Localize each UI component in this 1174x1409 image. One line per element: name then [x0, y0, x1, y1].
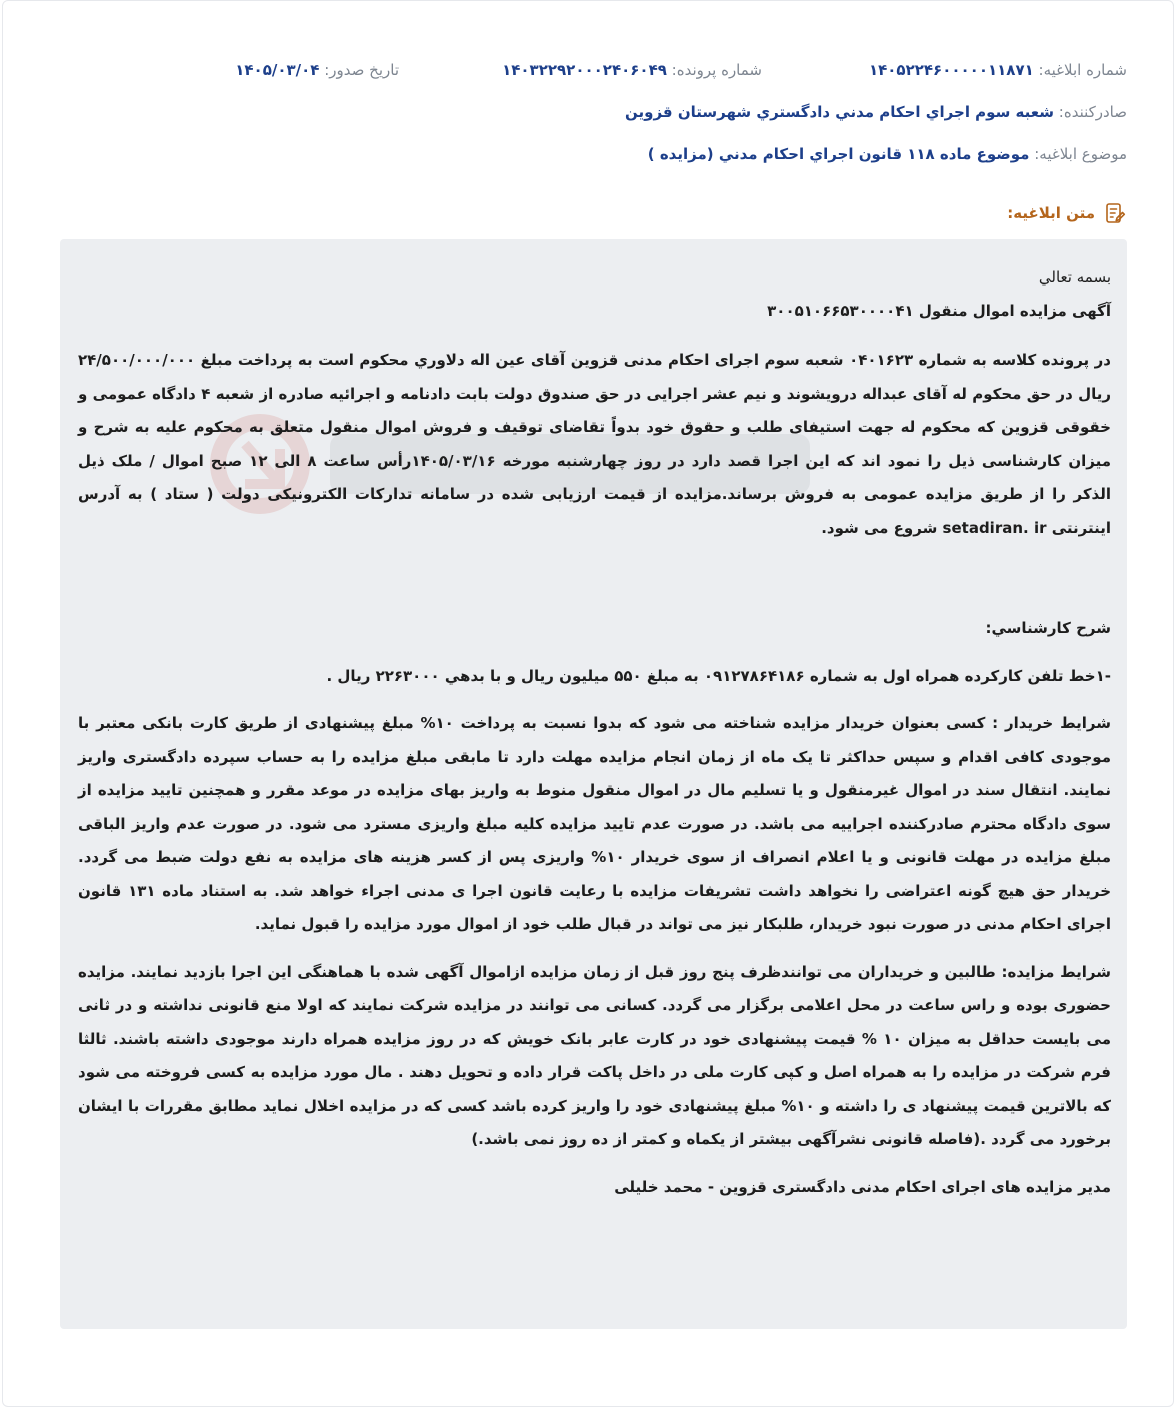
- document-edit-icon: [1103, 201, 1127, 225]
- issuer-row: [49, 101, 1127, 123]
- notice-text-heading: [1007, 201, 1127, 225]
- expert-item: -۱خط تلفن کارکرده همراه اول به شماره ۰۹۱۲۷۸۶۴۱۸۶ به مبلغ ۵۵۰ میلیون ریال و با بدهي ۲۲۶۳۰۰۰ ریال .: [326, 666, 1111, 685]
- issuer-value: شعبه سوم اجراي احكام مدني دادگستري شهرستان قزوين: [624, 103, 1054, 121]
- auction-heading: آگهی مزایده اموال منقول ۳۰۰۵۱۰۶۶۵۳۰۰۰۰۴۱: [767, 301, 1111, 320]
- expert-title: شرح کارشناسي:: [985, 619, 1111, 637]
- issue-date-value: ۱۴۰۵/۰۳/۰۴: [235, 61, 320, 79]
- case-paragraph: در پرونده کلاسه به شماره ۰۴۰۱۶۲۳ شعبه سوم اجرای احکام مدنی قزوین آقای عین اله دلاوري محکوم است به پرداخت مبلغ ۲۴/۵۰۰/۰۰۰/۰۰۰ ریال در حق محکوم له آقای عبداله درویشوند و نیم عشر اجرایی در حق صندوق دولت بابت دادنامه و اجرائیه صادره از شعبه ۴ دادگاه عمومی و خقوقی قزوین که محکوم له جهت استیفای طلب و حقوق خود بدواً تقاضای توقیف و فروش اموال منقول متعلق به محکوم علیه به شرح و میزان کارشناسی ذیل را نمود اند که این اجرا قصد دارد در روز چهارشنبه مورخه ۱۴۰۵/۰۳/۱۶رأس ساعت ۸ الی ۱۲ صبح اموال / ملک ذیل الذکر را از طریق مزایده عمومی به فروش برساند.مزایده از قیمت ارزیابی شده در سامانه تدارکات الکترونیکی دولت ( ستاد ) به آدرس اینترنتی setadiran. ir شروع می شود.: [78, 351, 1112, 537]
- file-number: [502, 59, 762, 81]
- notice-body: [78, 261, 1111, 1204]
- issuer-label: صادرکننده:: [1058, 103, 1127, 121]
- auction-terms: شرایط مزایده: طالبین و خریداران می توانندظرف پنج روز قبل از زمان مزایده ازاموال آگهی شده با هماهنگی این اجرا بازدید نمایند. مزایده حضوری بوده و راس ساعت در محل اعلامی برگزار می گردد. کسانی می توانند در مزایده شرکت نمایند که اولا منع قانونی نداشته و در ثانی می بایست حداقل به میزان ۱۰ % قیمت پیشنهادی خود در کارت عابر بانک خویش که در روز مزایده همراه دارند موجودی داشته باشند. ثالثا فرم شرکت در مزایده را به همراه اصل و کپی کارت ملی در داخل پاکت قرار داده و تحویل دهند . مال مورد مزایده به کسی فروخته می شود که بالاترین قیمت پیشنهاد ی را داشته و ۱۰% مبلغ پیشنهادی خود را واریز کرده باشد کسی که در مزایده اخلال نماید مطابق مقررات با ایشان برخورد می گردد .(فاصله قانونی نشرآگهی بیشتر از یکماه و کمتر از ده روز نمی باشد.): [78, 962, 1112, 1148]
- notice-number: [869, 59, 1127, 81]
- subject-value: موضوع ماده ۱۱۸ قانون اجراي احكام مدني (مزايده ): [647, 145, 1030, 163]
- notice-page: [2, 0, 1174, 1407]
- subject-row: [49, 143, 1127, 165]
- notice-number-value: ۱۴۰۵۲۲۴۶۰۰۰۰۰۱۱۸۷۱: [868, 61, 1034, 79]
- issue-date: [235, 59, 399, 81]
- file-number-value: ۱۴۰۳۲۲۹۲۰۰۰۲۴۰۶۰۴۹: [502, 61, 667, 79]
- subject-label: موضوع ابلاغیه:: [1034, 145, 1127, 163]
- notice-text-heading-label: متن ابلاغیه:: [1007, 204, 1095, 222]
- issue-date-label: تاریخ صدور:: [324, 61, 399, 79]
- notice-text-box: [60, 239, 1127, 1329]
- signature: مدیر مزایده های اجرای احکام مدنی دادگستری قزوین - محمد خلیلی: [614, 1177, 1111, 1196]
- buyer-terms: شرایط خریدار : کسی بعنوان خریدار مزایده شناخته می شود که بدوا نسبت به پرداخت ۱۰% مبلغ پیشنهادی از طریق کارت بانکی معتبر با موجودی کافی اقدام و سپس حداکثر تا یک ماه از زمان انجام مزایده مهلت دارد تا مابقی مبلغ مزایده را به حساب سپرده دادگستری واریز نمایند. انتقال سند در اموال غیرمنقول و یا تسلیم مال در اموال منقول منوط به واریز بهای مزایده در موعد مقرر و همچنین تایید مزایده از سوی دادگاه محترم صادرکننده اجراییه می باشد. در صورت عدم تایید مزایده کلیه مبلغ واریزی مسترد می شود. در صورت عدم واریز الباقی مبلغ مزایده در مهلت قانونی و یا اعلام انصراف از سوی خریدار ۱۰% واریزی پس از کسر هزینه های مزایده به نفع دولت ضبط می گردد. خریدار حق هیچ گونه اعتراضی را نخواهد داشت تشریفات مزایده با رعایت قانون اجرا ی مدنی اجراء خواهد شد. به استناد ماده ۱۳۱ قانون اجرای احکام مدنی در صورت نبود خریدار، طلبکار نیز می تواند در قبال طلب خود از اموال مورد مزایده را قبول نماید.: [78, 714, 1112, 933]
- greeting: بسمه تعالي: [1038, 268, 1111, 286]
- file-number-label: شماره پرونده:: [671, 61, 762, 79]
- header-row-numbers: [49, 59, 1127, 81]
- notice-number-label: شماره ابلاغیه:: [1038, 61, 1127, 79]
